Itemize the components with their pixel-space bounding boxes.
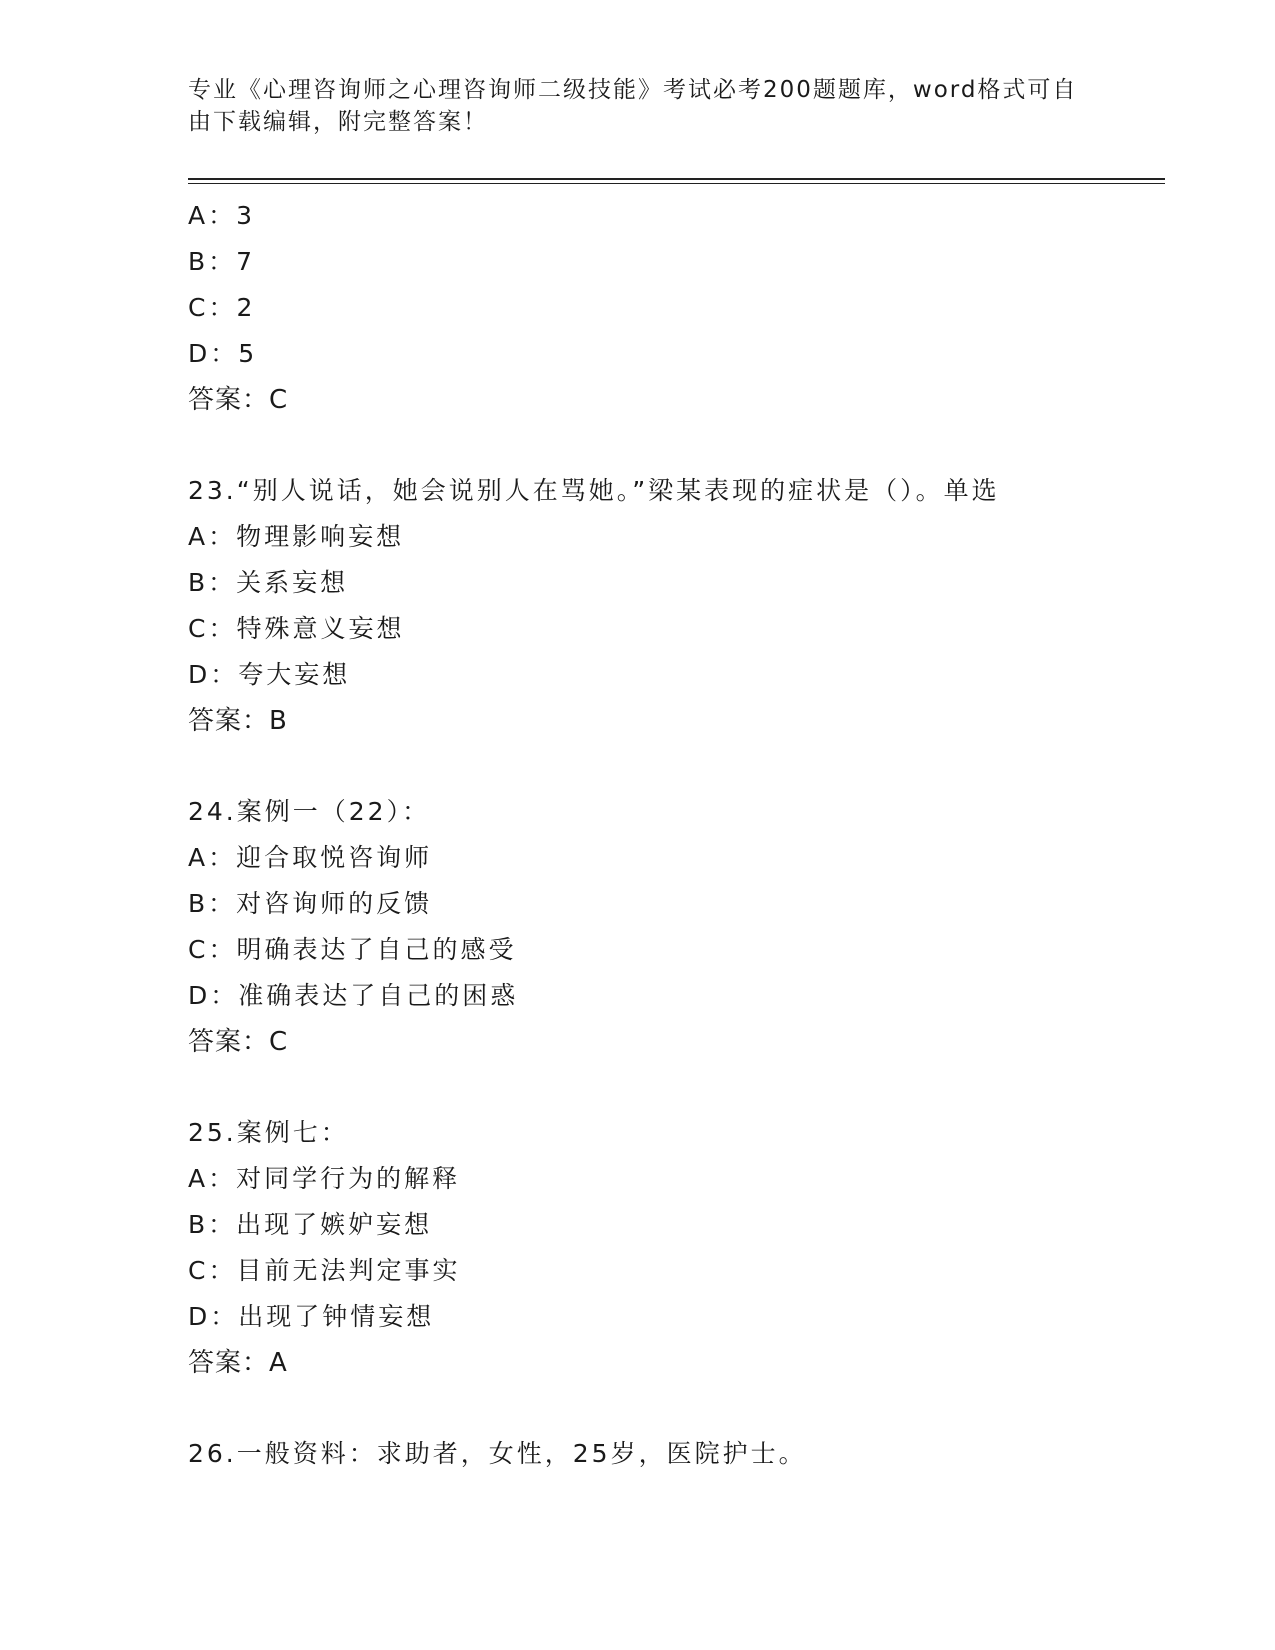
option-key: D： [188,981,239,1010]
question-25 [188,1110,1168,1386]
option-b [188,881,1168,927]
option-b [188,1202,1168,1248]
option-text: 对同学行为的解释 [236,1164,461,1193]
question-stem: 26.一般资料：求助者，女性，25岁，医院护士。 [188,1439,807,1468]
option-text: 5 [238,339,258,368]
question-stem: 23.“别人说话，她会说别人在骂她。”梁某表现的症状是（）。单选 [188,476,1000,505]
question-stem: 24.案例一（22）： [188,797,431,826]
option-key: B： [188,889,237,918]
option-text: 出现了嫉妒妄想 [236,1210,433,1239]
option-text: 物理影响妄想 [236,522,405,551]
option-key: C： [188,293,237,322]
option-a [188,193,1168,239]
header-line-2: 由下载编辑，附完整答案！ [188,109,488,135]
answer-line: 答案：A [188,1348,288,1378]
option-d [188,652,1168,698]
answer-line: 答案：C [188,1027,289,1057]
spacer [188,1065,1168,1110]
question-23 [188,468,1168,744]
option-text: 对咨询师的反馈 [236,889,433,918]
option-c [188,1248,1168,1294]
option-text: 7 [236,247,256,276]
option-key: C： [188,935,237,964]
question-22-continued [188,193,1168,423]
option-key: D： [188,1302,239,1331]
option-a [188,835,1168,881]
option-c [188,606,1168,652]
option-c [188,927,1168,973]
option-key: D： [188,660,239,689]
question-24 [188,789,1168,1065]
option-key: D： [188,339,239,368]
option-text: 迎合取悦咨询师 [236,843,433,872]
option-text: 出现了钟情妄想 [238,1302,435,1331]
option-key: A： [188,843,237,872]
option-text: 目前无法判定事实 [236,1256,461,1285]
option-key: C： [188,614,237,643]
option-d [188,331,1168,377]
option-a [188,1156,1168,1202]
question-list [188,193,1168,1477]
question-26 [188,1431,1168,1477]
option-key: A： [188,1164,237,1193]
option-a [188,514,1168,560]
option-d [188,973,1168,1019]
spacer [188,423,1168,468]
option-c [188,285,1168,331]
document-header [188,74,1088,138]
option-key: B： [188,247,237,276]
option-key: C： [188,1256,237,1285]
header-rule-thick [188,178,1165,180]
header-line-1: 专业《心理咨询师之心理咨询师二级技能》考试必考200题题库，word格式可自 [188,77,1078,103]
option-text: 特殊意义妄想 [236,614,405,643]
option-key: A： [188,201,237,230]
option-text: 2 [236,293,256,322]
spacer [188,1386,1168,1431]
option-d [188,1294,1168,1340]
answer-line: 答案：B [188,706,288,736]
spacer [188,744,1168,789]
option-text: 夸大妄想 [238,660,351,689]
option-b [188,239,1168,285]
header-rule-thin [188,183,1165,184]
answer-line: 答案：C [188,385,289,415]
option-text: 3 [236,201,256,230]
option-text: 明确表达了自己的感受 [236,935,517,964]
option-key: A： [188,522,237,551]
question-stem: 25.案例七： [188,1118,349,1147]
option-text: 关系妄想 [236,568,349,597]
option-key: B： [188,1210,237,1239]
option-text: 准确表达了自己的困惑 [238,981,519,1010]
option-key: B： [188,568,237,597]
option-b [188,560,1168,606]
